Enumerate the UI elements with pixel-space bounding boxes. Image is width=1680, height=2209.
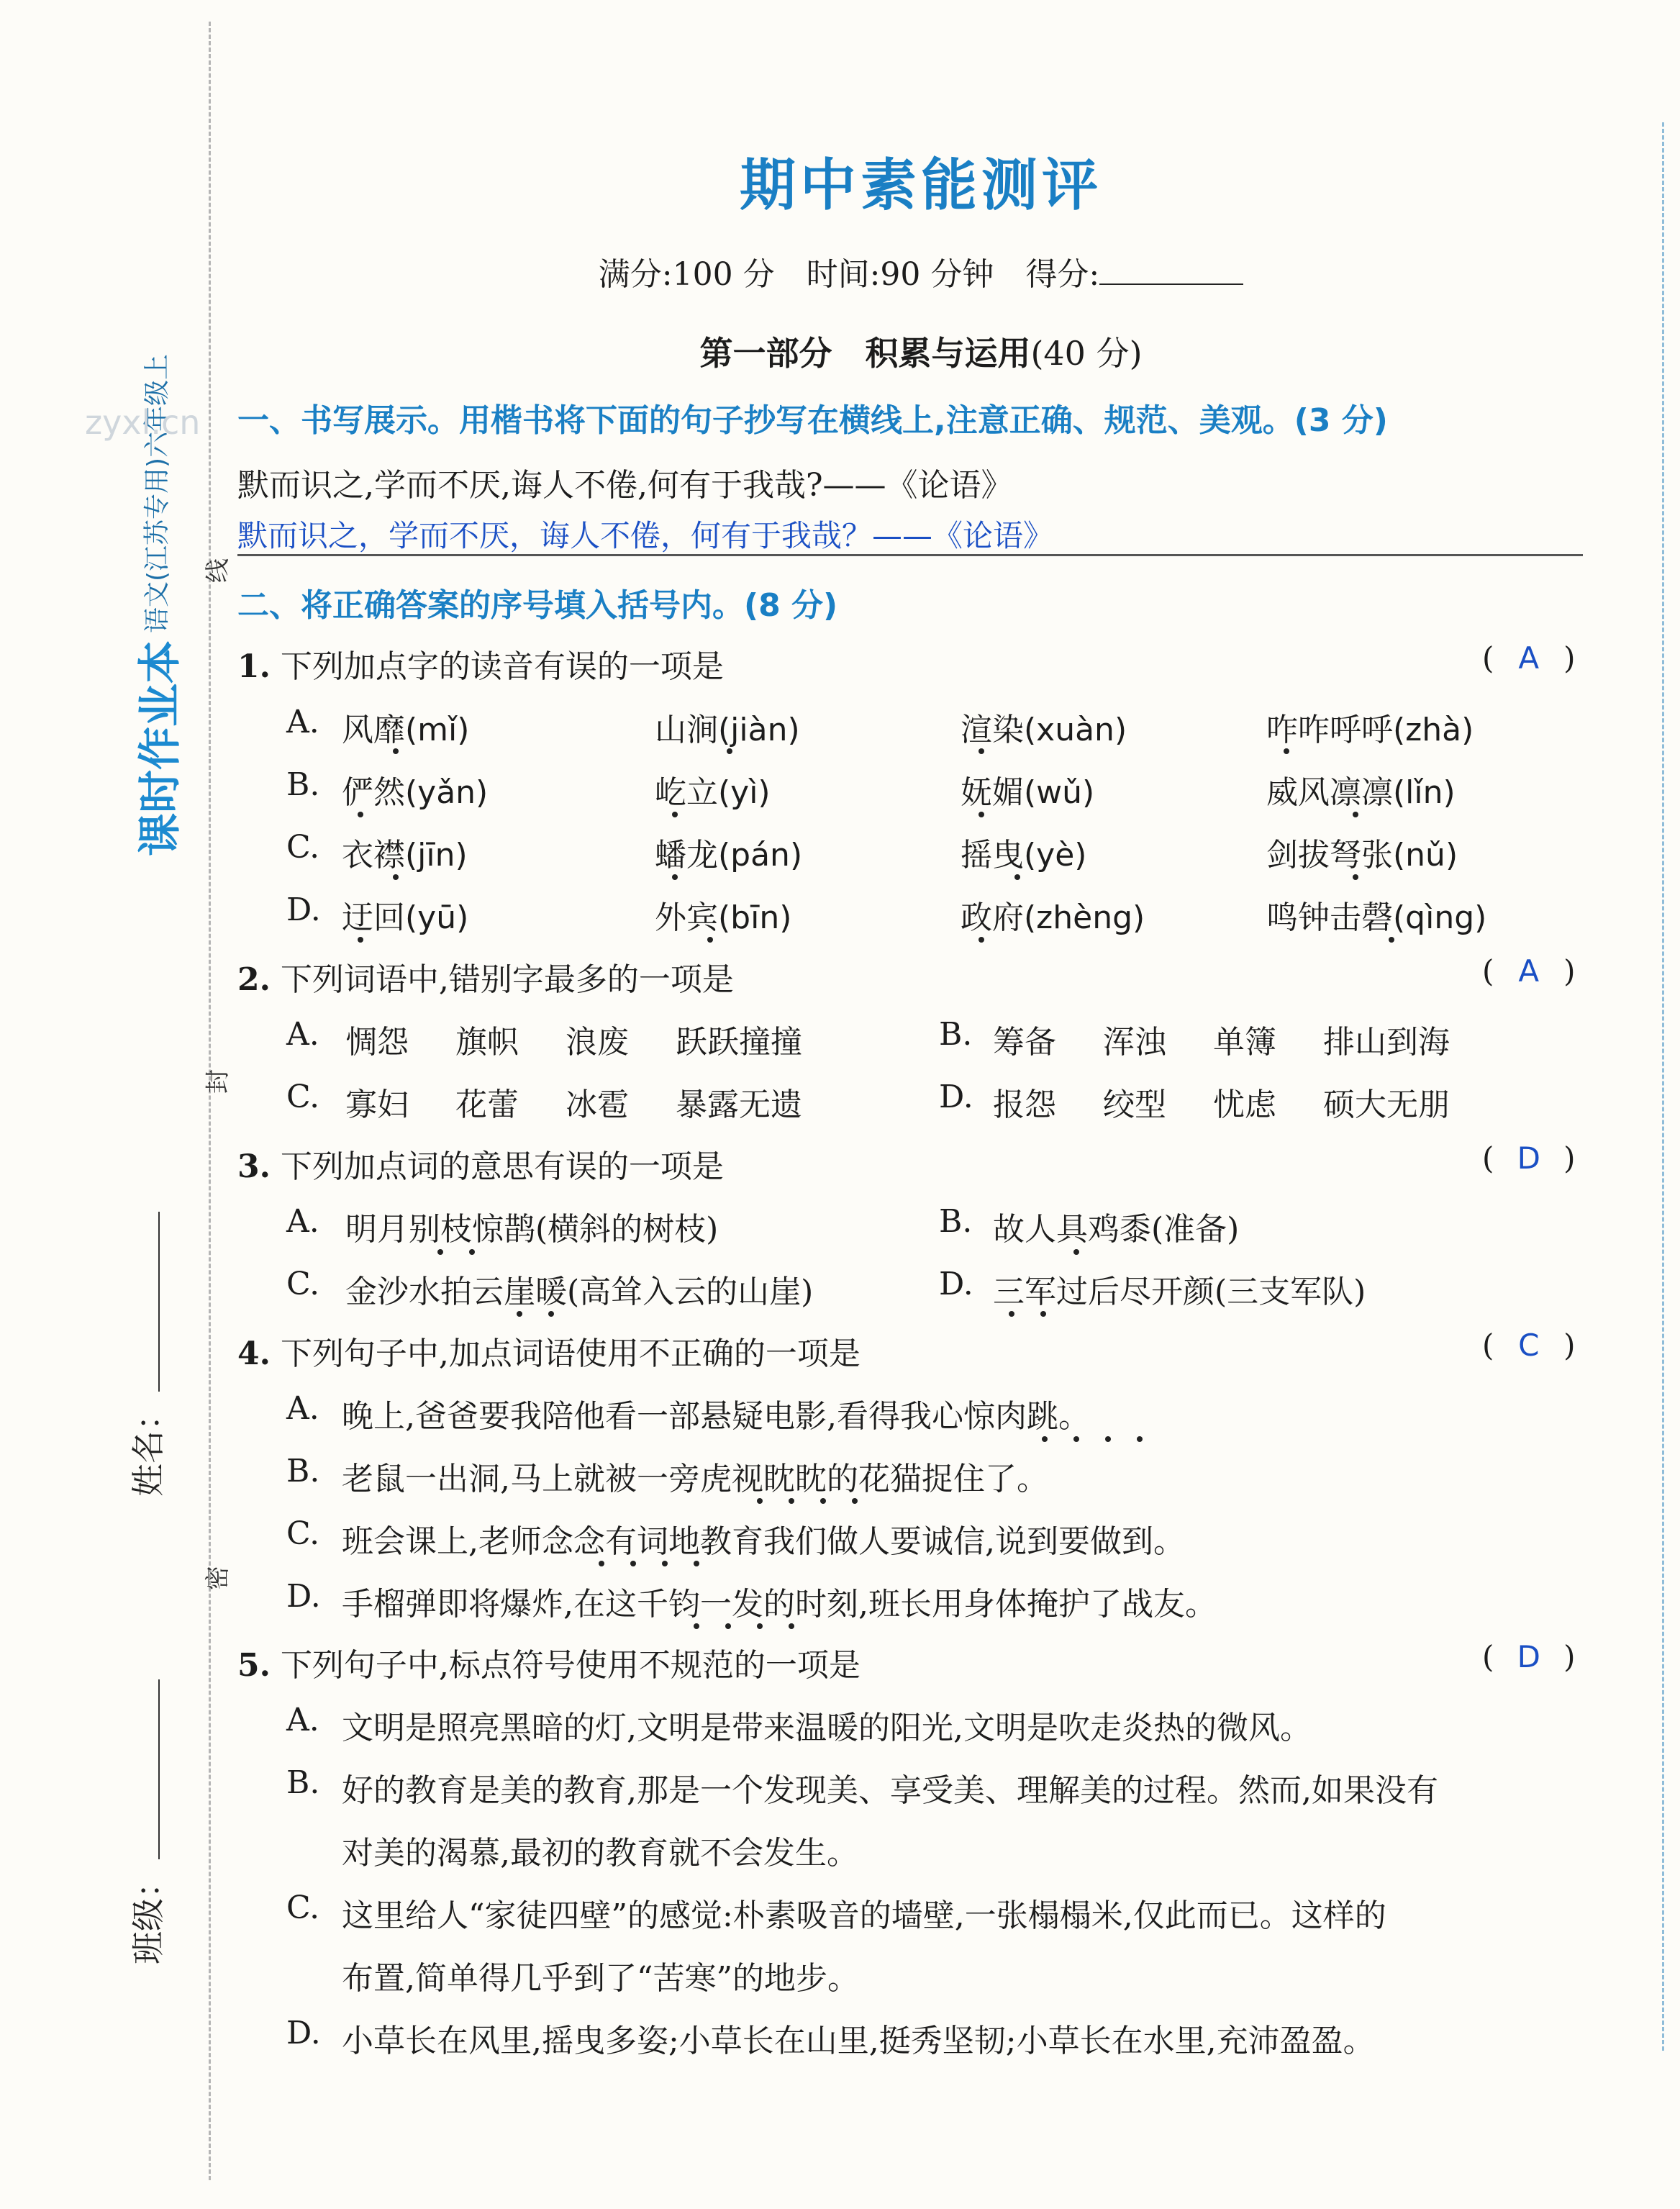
q3-option-c-text: 金沙水拍云崖暖(高耸入云的山崖) [345,1274,814,1310]
q2-option-c-word: 寡妇 [345,1087,409,1123]
emphasis-dot [1042,1436,1048,1442]
q2-option-d-word: 硕大无朋 [1323,1087,1450,1123]
part-title [0,327,1680,375]
section1-handwritten-answer[interactable]: 默而识之，学而不厌，诲人不倦，何有于我哉？——《论语》 [237,518,1054,553]
question-number: 3. [237,1148,271,1185]
q3-option-d-text: 三军过后尽开颜(三支军队) [993,1274,1366,1310]
q1-option-letter-a: A. [286,704,319,740]
q2-option-letter-b: B. [939,1016,973,1053]
q2-option-b-word: 筹备 [993,1024,1056,1061]
q4-option-c-text: 班会课上,老师念念有词地教育我们做人要诚信,说到要做到。 [342,1523,1185,1560]
emphasis-dot [630,1561,636,1566]
class-blank[interactable] [137,1679,160,1859]
q5-option-letter-a: A. [286,1702,319,1738]
q1-option-b-item: 威风凛凛(lǐn) [1266,774,1456,811]
q1-option-a-item: 山涧(jiàn) [655,712,800,748]
cut-mark-seal: 封 [204,1069,232,1094]
q1-option-d-item: 迂回(yū) [342,899,469,936]
q4-option-letter-d: D. [286,1578,321,1615]
q2-option-d-word: 报怨 [993,1087,1056,1123]
q2-option-d-word: 绞型 [1103,1087,1166,1123]
q3-option-letter-d: D. [939,1266,973,1302]
name-field[interactable] [122,1212,170,1497]
question-5-answer-bracket[interactable]: ( D ) [1482,1639,1576,1674]
emphasis-dot [852,1498,858,1504]
section1-heading: 一、书写展示。用楷书将下面的句子抄写在横线上,注意正确、规范、美观。(3 分) [237,402,1388,439]
question-text: 下列句子中,加点词语使用不正确的一项是 [280,1335,861,1372]
answer-value: D [1517,1639,1540,1674]
q1-option-b-item: 俨然(yǎn) [342,774,489,811]
q5-option-c-line: 这里给人“家徒四壁”的感觉:朴素吸音的墙壁,一张榻榻米,仅此而已。这样的 [342,1897,1386,1934]
question-text: 下列词语中,错别字最多的一项是 [280,961,734,998]
q2-option-c-word: 花蕾 [455,1087,519,1123]
cut-mark-line: 线 [204,558,232,583]
emphasis-dot [393,748,399,754]
q1-option-a-item: 风靡(mǐ) [342,712,470,748]
q1-option-letter-b: B. [286,766,320,803]
emphasis-dot [789,1498,794,1504]
q4-option-letter-c: C. [286,1515,320,1552]
emphasis-dot [820,1498,826,1504]
q1-option-c-item: 蟠龙(pán) [655,837,803,874]
q1-option-b-item: 屹立(yì) [655,774,771,811]
q3-option-b-text: 故人具鸡黍(准备) [993,1211,1240,1248]
emphasis-dot [517,1311,522,1317]
emphasis-dot [1284,748,1289,754]
q2-option-c-word: 冰雹 [566,1087,629,1123]
question-number: 2. [237,961,271,998]
question-3-answer-bracket[interactable]: ( D ) [1482,1140,1576,1176]
q2-option-b-word: 浑浊 [1103,1024,1166,1061]
emphasis-dot [789,1623,794,1629]
q5-option-letter-b: B. [286,1764,320,1801]
q5-option-b-line: 对美的渴慕,最初的教育就不会发生。 [342,1835,858,1872]
question-3-stem [237,1140,724,1187]
q3-option-letter-c: C. [286,1266,320,1302]
section2-heading: 二、将正确答案的序号填入括号内。(8 分) [237,587,838,624]
q4-option-a-text: 晚上,爸爸要我陪他看一部悬疑电影,看得我心惊肉跳。 [342,1398,1090,1435]
emphasis-dot [358,937,363,943]
page-title: 期中素能测评 [739,153,1102,218]
emphasis-dot [1073,1249,1079,1255]
answer-value: A [1518,640,1540,676]
q1-option-a-item: 渲染(xuàn) [961,712,1127,748]
q1-option-a-item: 咋咋呼呼(zhà) [1266,712,1474,748]
q1-option-d-item: 政府(zhèng) [961,899,1145,936]
q5-option-b-line: 好的教育是美的教育,那是一个发现美、享受美、理解美的过程。然而,如果没有 [342,1772,1438,1809]
q2-option-b-word: 单簿 [1213,1024,1276,1061]
emphasis-dot [1137,1436,1143,1442]
cut-mark-secret: 密 [204,1566,232,1590]
emphasis-dot [1014,874,1020,880]
emphasis-dot [662,1561,668,1566]
q1-option-d-item: 鸣钟击磬(qìng) [1266,899,1487,936]
question-4-stem [237,1328,861,1374]
q1-option-c-item: 摇曳(yè) [961,837,1087,874]
answer-value: C [1518,1328,1540,1363]
q1-option-b-item: 妩媚(wǔ) [961,774,1095,811]
question-1-answer-bracket[interactable]: ( A ) [1482,640,1576,676]
part-title-text: 第一部分 积累与运用 [699,334,1031,373]
emphasis-dot [694,1623,699,1629]
emphasis-dot [707,937,713,943]
q1-option-d-item: 外宾(bīn) [655,899,792,936]
emphasis-dot [672,812,678,817]
q5-option-letter-d: D. [286,2015,321,2051]
question-number: 1. [237,648,271,685]
q2-option-letter-a: A. [286,1016,319,1053]
watermark: zyxl.cn [85,403,201,442]
emphasis-dot [979,812,984,817]
emphasis-dot [725,1623,731,1629]
brand-logo: 课时作业本 [135,640,186,856]
answer-value: D [1517,1140,1540,1176]
class-field-label: 班级： [129,1865,168,1964]
q4-option-letter-a: A. [286,1390,319,1427]
q1-option-letter-c: C. [286,829,320,866]
q3-option-letter-a: A. [286,1203,319,1240]
section1-source-text: 默而识之,学而不厌,诲人不倦,何有于我哉?——《论语》 [237,467,1013,504]
q5-option-a-line: 文明是照亮黑暗的灯,文明是带来温暖的阳光,文明是吹走炎热的微风。 [342,1710,1312,1746]
q1-option-letter-d: D. [286,892,321,928]
q2-option-a-word: 浪废 [566,1024,629,1061]
emphasis-dot [1040,1311,1046,1317]
q5-option-d-line: 小草长在风里,摇曳多姿;小草长在山里,挺秀坚韧;小草长在水里,充沛盈盈。 [342,2023,1375,2059]
q3-option-letter-b: B. [939,1203,973,1240]
score-blank[interactable] [1099,276,1243,285]
q2-option-letter-d: D. [939,1079,973,1115]
answer-value: A [1518,953,1540,989]
question-2-stem [237,953,734,999]
emphasis-dot [1073,1436,1079,1442]
question-text: 下列加点字的读音有误的一项是 [280,648,724,685]
emphasis-dot [672,874,678,880]
question-text: 下列加点词的意思有误的一项是 [280,1148,724,1185]
q2-option-b-word: 排山到海 [1323,1024,1450,1061]
emphasis-dot [1389,937,1394,943]
question-5-stem [237,1639,861,1685]
question-4-answer-bracket[interactable]: ( C ) [1482,1328,1576,1363]
q2-option-c-word: 暴露无遗 [676,1087,802,1123]
q2-option-letter-c: C. [286,1079,320,1115]
emphasis-dot [1105,1436,1111,1442]
q2-option-a-word: 惆怨 [345,1024,409,1061]
exam-meta-text: 满分:100 分 时间:90 分钟 得分: [598,256,1100,293]
right-edge-dashed-line [1662,122,1664,2051]
emphasis-dot [1353,812,1358,817]
part-score: (40 分) [1030,334,1143,373]
q2-option-a-word: 旗帜 [455,1024,519,1061]
emphasis-dot [1353,874,1358,880]
emphasis-dot [599,1561,604,1566]
question-1-stem [237,640,724,686]
emphasis-dot [548,1311,554,1317]
q4-option-d-text: 手榴弹即将爆炸,在这千钧一发的时刻,班长用身体掩护了战友。 [342,1586,1217,1623]
q1-option-c-item: 剑拔弩张(nǔ) [1266,837,1458,874]
emphasis-dot [757,1623,763,1629]
emphasis-dot [393,874,399,880]
question-2-answer-bracket[interactable]: ( A ) [1482,953,1576,989]
q4-option-b-text: 老鼠一出洞,马上就被一旁虎视眈眈的花猫捉住了。 [342,1461,1048,1497]
emphasis-dot [469,1249,475,1255]
question-number: 4. [237,1335,271,1372]
emphasis-dot [979,748,984,754]
emphasis-dot [757,1498,763,1504]
writing-line [237,554,1583,556]
q3-option-a-text: 明月别枝惊鹊(横斜的树枝) [345,1211,719,1248]
exam-meta [0,248,1680,294]
emphasis-dot [979,937,984,943]
question-number: 5. [237,1647,271,1684]
book-subtitle: 语文(江苏专用)六年级上 [142,353,172,633]
emphasis-dot [727,748,732,754]
q4-option-letter-b: B. [286,1453,320,1489]
q1-option-c-item: 衣襟(jīn) [342,837,468,874]
emphasis-dot [358,812,363,817]
name-field-label: 姓名： [129,1397,168,1497]
emphasis-dot [437,1249,443,1255]
q5-option-c-line: 布置,简单得几乎到了“苦寒”的地步。 [342,1960,859,1997]
class-field[interactable] [122,1679,170,1964]
q2-option-a-word: 跃跃撞撞 [676,1024,802,1061]
question-text: 下列句子中,标点符号使用不规范的一项是 [280,1647,861,1684]
name-blank[interactable] [137,1212,160,1392]
q5-option-letter-c: C. [286,1890,320,1926]
emphasis-dot [1009,1311,1014,1317]
emphasis-dot [694,1561,699,1566]
q2-option-d-word: 忧虑 [1213,1087,1276,1123]
